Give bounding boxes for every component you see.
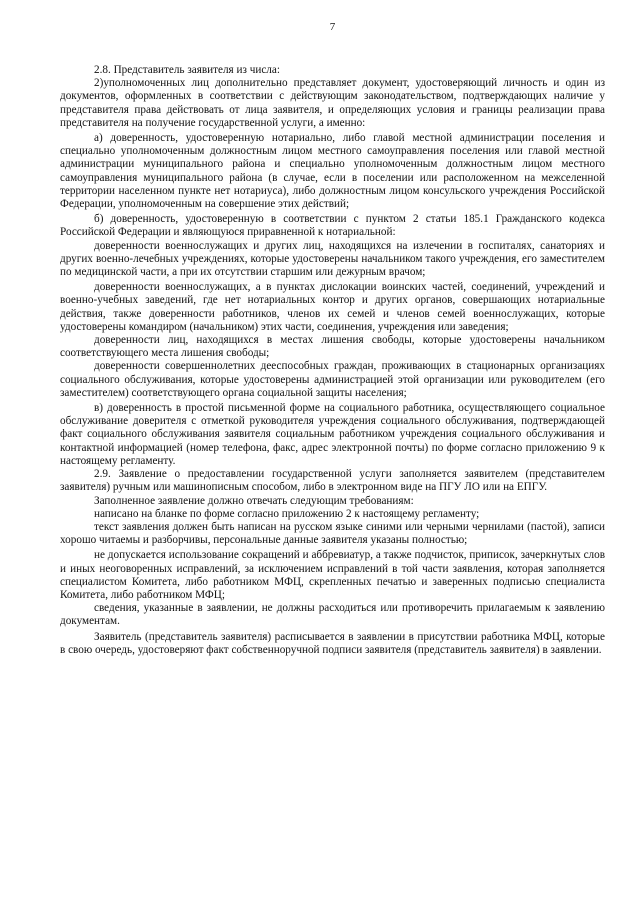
paragraph-requirement-consistency: сведения, указанные в заявлении, не должны расходиться или противоречить прилагаемым к заявлению документам. [60,602,605,628]
page-number: 7 [329,21,336,33]
paragraph-requirements-intro: Заполненное заявление должно отвечать следующим требованиям: [94,494,414,507]
paragraph-hospital-powers: доверенности военнослужащих и других лиц, находящихся на излечении в госпиталях, санаториях и других военно-лечебных учреждениях, которые удостоверены начальником такого учреждения, его заместителем по медицинской части, а при их отсутствии старшим или дежурным врачом; [60,239,605,279]
paragraph-signature: Заявитель (представитель заявителя) расписывается в заявлении в присутствии работника МФЦ, которые в свою очередь, удостоверяют факт собственноручной подписи заявителя (представитель заявителя) в заявлении. [60,630,605,656]
paragraph-item-v: в) доверенность в простой письменной форме на социального работника, осуществляющего социальное обслуживание доверителя с отметкой руководителя учреждения социального обслуживания, подтверждающей факт социального обслуживания заявителя социальным работником учреждения социального обслуживания и контактной информацией (номер телефона, факс, адрес электронной почты) по форме согласно приложению 9 к настоящему регламенту. [60,402,605,467]
paragraph-detention-powers: доверенности лиц, находящихся в местах лишения свободы, которые удостоверены начальником соответствующего места лишения свободы; [60,334,605,360]
paragraph-item-b: б) доверенность, удостоверенную в соответствии с пунктом 2 статьи 185.1 Гражданского кодекса Российской Федерации и являющуюся приравненной к нотариальной: [60,213,605,239]
paragraph-requirement-no-corrections: не допускается использование сокращений и аббревиатур, а также подчисток, приписок, зачеркнутых слов и иных неоговоренных исправлений, за исключением исправлений в той части заявления, которая заполняется специалистом Комитета, либо работником МФЦ, скрепленных печатью и заверенных подписью специалиста Комитета, либо работником МФЦ; [60,549,605,601]
paragraph-social-facility-powers: доверенности совершеннолетних дееспособных граждан, проживающих в стационарных организациях социального обслуживания, которые удостоверены администрацией этой организации или руководителем (его заместителем) соответствующего органа социальной защиты населения; [60,360,605,399]
paragraph-requirement-form: написано на бланке по форме согласно приложению 2 к настоящему регламенту; [94,507,480,520]
section-2-8-heading: 2.8. Представитель заявителя из числа: [94,64,280,76]
paragraph-military-powers: доверенности военнослужащих, а в пунктах дислокации воинских частей, соединений, учреждений и военно-учебных заведений, где нет нотариальных контор и других органов, совершающих нотариальные действия, также доверенности работников, членов их семей и членов семей военнослужащих, которые удостоверены командиром (начальником) этих части, соединения, учреждения или заведения; [60,281,605,333]
section-2-9-application: 2.9. Заявление о предоставлении государственной услуги заполняется заявителем (представителем заявителя) ручным или машинописным способом, либо в электронном виде на ПГУ ЛО или на ЕПГУ. [60,468,605,494]
paragraph-requirement-language: текст заявления должен быть написан на русском языке синими или черными чернилами (пастой), записи хорошо читаемы и разборчивы, персональные данные заявителя указаны полностью; [60,520,605,547]
paragraph-authorized-persons: 2)уполномоченных лиц дополнительно представляет документ, удостоверяющий личность и один из документов, оформленных в соответствии с действующим законодательством, подтверждающих наличие у представителя права действовать от лица заявителя, и определяющих условия и границы реализации права представителя на получение государственной услуги, а именно: [60,77,605,129]
paragraph-item-a: а) доверенность, удостоверенную нотариально, либо главой местной администрации поселения и специально уполномоченным должностным лицом местного самоуправления поселения или главой местной администрации муниципального района и специально уполномоченным должностным лицом местного самоуправления муниципального района (в случае, если в поселении или расположенном на межселенной территории населенном пункте нет нотариуса), либо должностным лицом консульского учреждения Российской Федерации, уполномоченным на совершение этих действий; [60,132,605,211]
document-page [60,20,605,880]
